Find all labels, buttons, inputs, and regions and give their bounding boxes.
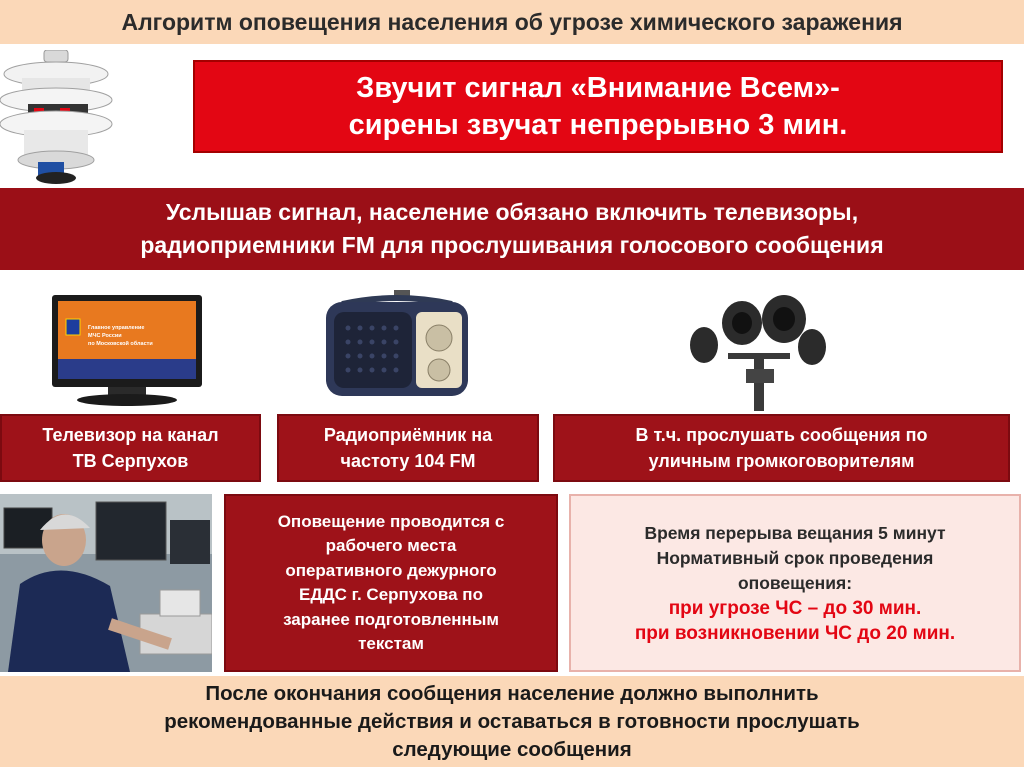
dispatch-line-3: оперативного дежурного [285, 560, 497, 580]
tv-screen-text-1: Главное управление [88, 325, 145, 331]
loudspeakers-icon [688, 293, 830, 411]
footer-line-1: После окончания сообщения население должно выполнить [205, 681, 819, 705]
radio-channel-box [277, 414, 539, 482]
timing-line-4: при угрозе ЧС – до 30 мин. [668, 597, 922, 619]
dispatch-line-5: заранее подготовленным [283, 609, 499, 629]
siren-icon [0, 50, 120, 188]
alert-signal-box [193, 60, 1003, 153]
page-title: Алгоритм оповещения населения об угрозе химического заражения [0, 0, 1024, 44]
timing-info-box [569, 494, 1021, 672]
tv-screen-text-3: по Московской области [88, 341, 153, 347]
street-speakers-line-2: уличным громкоговорителям [648, 451, 915, 471]
timing-line-1: Время перерыва вещания 5 минут [644, 522, 946, 543]
footer-line-3: следующие сообщения [392, 737, 632, 761]
timing-line-5: при возникновении ЧС до 20 мин. [634, 622, 956, 644]
tv-channel-box [0, 414, 261, 482]
dispatch-line-2: рабочего места [325, 536, 457, 555]
instruction-banner [0, 188, 1024, 270]
dispatch-info-box [224, 494, 558, 672]
street-speakers-box [553, 414, 1010, 482]
dispatch-line-4: ЕДДС г. Серпухова по [299, 585, 483, 604]
operator-photo [0, 494, 212, 672]
radio-channel-line-2: частоту 104 FM [340, 451, 476, 471]
street-speakers-line-1: В т.ч. прослушать сообщения по [635, 425, 928, 445]
timing-line-3: оповещения: [737, 572, 853, 593]
tv-channel-line-2: ТВ Серпухов [72, 451, 189, 471]
radio-icon [322, 290, 472, 402]
radio-channel-line-1: Радиоприёмник на [323, 425, 493, 445]
instruction-line-1: Услышав сигнал, население обязано включить телевизоры, [165, 199, 859, 225]
dispatch-line-1: Оповещение проводится с [277, 511, 505, 531]
footer-line-2: рекомендованные действия и оставаться в готовности прослушать [164, 709, 860, 733]
alert-line-2: сирены звучат непрерывно 3 мин. [348, 108, 848, 141]
operator-image [0, 494, 212, 672]
tv-channel-line-1: Телевизор на канал [42, 425, 219, 445]
dispatch-line-6: текстам [358, 634, 424, 653]
footer-note [0, 676, 1024, 767]
tv-icon [52, 295, 202, 407]
tv-screen-text-2: МЧС России [88, 333, 122, 339]
instruction-line-2: радиоприемники FM для прослушивания голосового сообщения [140, 232, 884, 258]
alert-line-1: Звучит сигнал «Внимание Всем»- [356, 71, 840, 104]
timing-line-2: Нормативный срок проведения [656, 547, 934, 568]
